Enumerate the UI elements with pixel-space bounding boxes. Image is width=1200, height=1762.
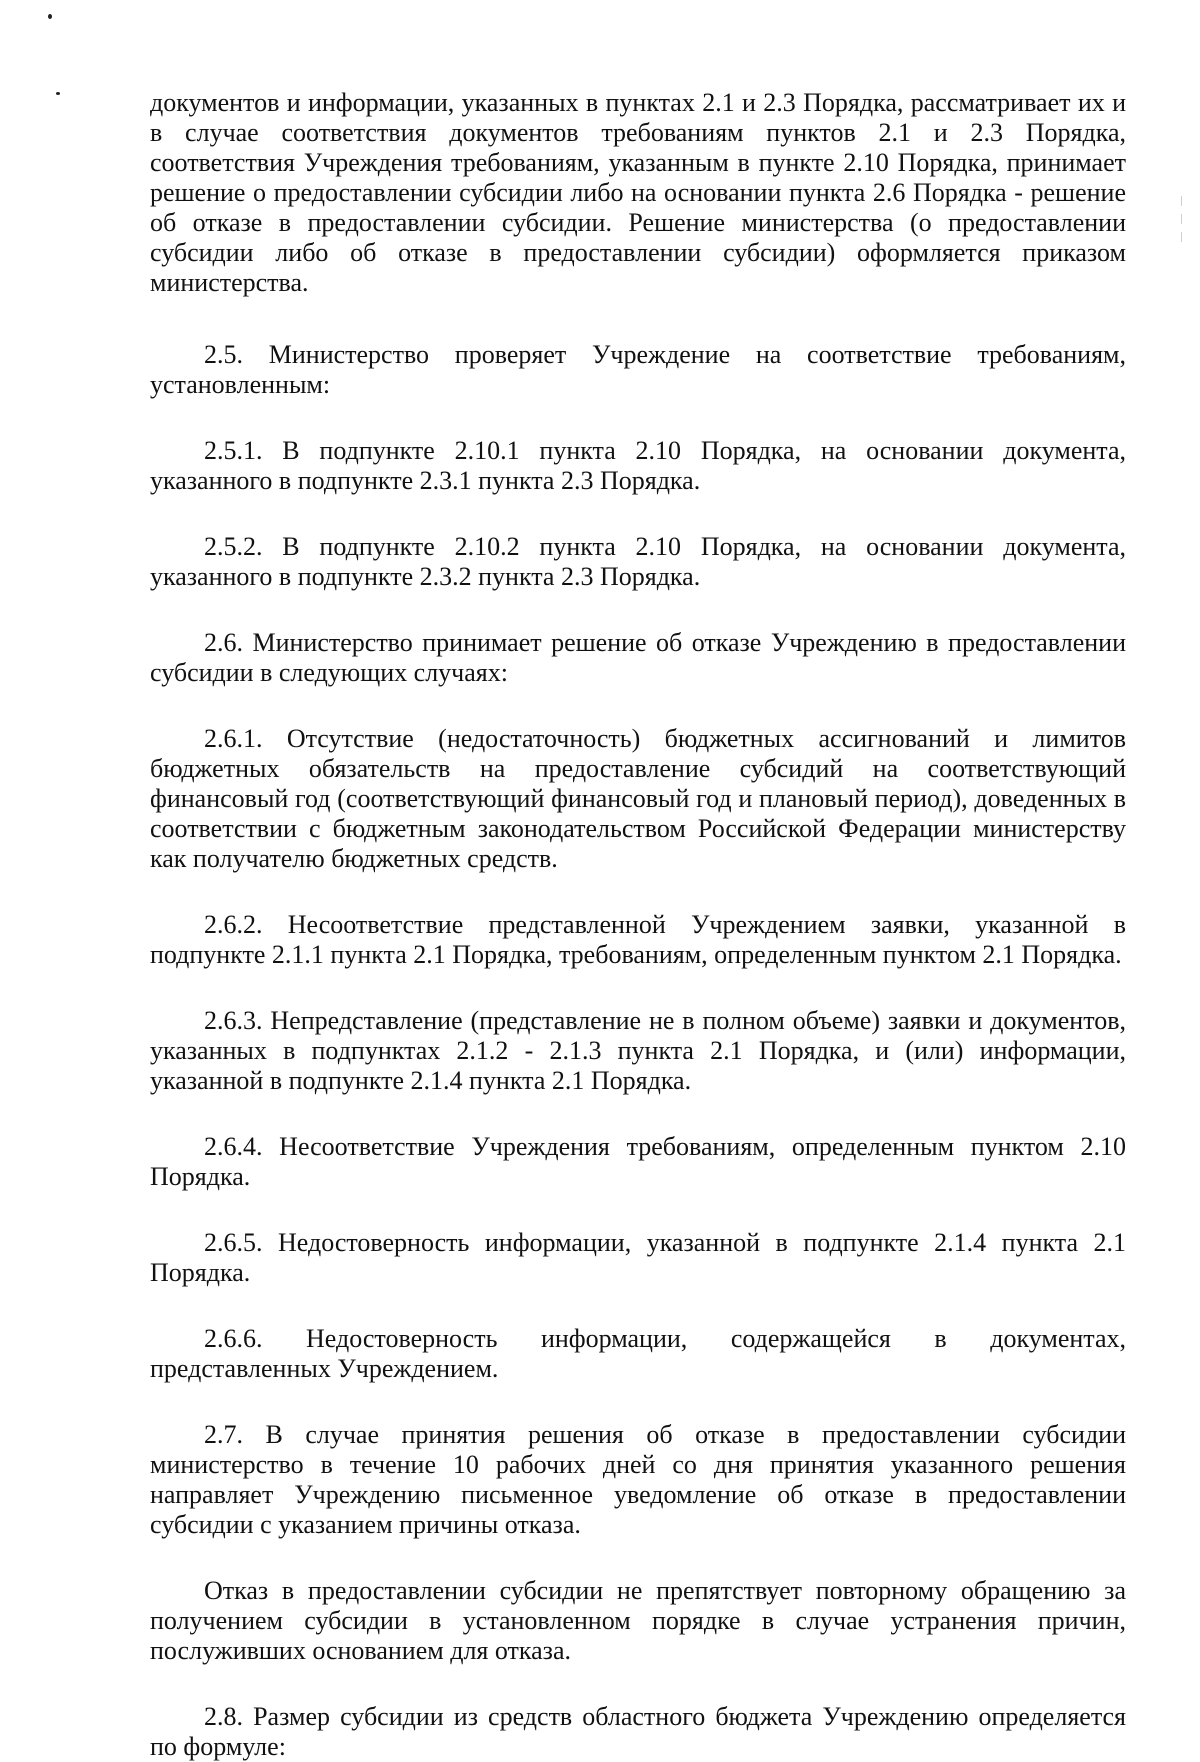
scan-speck: [56, 92, 60, 95]
paragraph-2-6: 2.6. Министерство принимает решение об отказе Учреждению в предоставлении субсидии в следующих случаях:: [150, 628, 1126, 687]
paragraph-continuation: документов и информации, указанных в пунктах 2.1 и 2.3 Порядка, рассматривает их и в случае соответствия документов требованиям пунктов 2.1 и 2.3 Порядка, соответствия Учреждения требованиям, указанным в пункте 2.10 Порядка, принимает решение о предоставлении субсидии либо на основании пункта 2.6 Порядка - решение об отказе в предоставлении субсидии. Решение министерства (о предоставлении субсидии либо об отказе в предоставлении субсидии) оформляется приказом министерства.: [150, 88, 1126, 297]
paragraph-2-6-3: 2.6.3. Непредставление (представление не в полном объеме) заявки и документов, указанных в подпунктах 2.1.2 - 2.1.3 пункта 2.1 Порядка, и (или) информации, указанной в подпункте 2.1.4 пункта 2.1 Порядка.: [150, 1006, 1126, 1095]
scan-edge-mark: [1181, 232, 1182, 242]
paragraph-2-7: 2.7. В случае принятия решения об отказе в предоставлении субсидии министерство в течение 10 рабочих дней со дня принятия указанного решения направляет Учреждению письменное уведомление об отказе в предоставлении субсидии с указанием причины отказа.: [150, 1420, 1126, 1539]
paragraph-2-6-4: 2.6.4. Несоответствие Учреждения требованиям, определенным пунктом 2.10 Порядка.: [150, 1132, 1126, 1191]
paragraph-2-6-2: 2.6.2. Несоответствие представленной Учреждением заявки, указанной в подпункте 2.1.1 пункта 2.1 Порядка, требованиям, определенным пунктом 2.1 Порядка.: [150, 910, 1126, 969]
paragraph-refusal-note: Отказ в предоставлении субсидии не препятствует повторному обращению за получением субсидии в установленном порядке в случае устранения причин, послуживших основанием для отказа.: [150, 1576, 1126, 1665]
scan-edge-mark: [1181, 214, 1182, 224]
scan-edge-mark: [1181, 196, 1182, 206]
paragraph-2-5-1: 2.5.1. В подпункте 2.10.1 пункта 2.10 Порядка, на основании документа, указанного в подпункте 2.3.1 пункта 2.3 Порядка.: [150, 436, 1126, 495]
paragraph-2-5-2: 2.5.2. В подпункте 2.10.2 пункта 2.10 Порядка, на основании документа, указанного в подпункте 2.3.2 пункта 2.3 Порядка.: [150, 532, 1126, 591]
paragraph-2-5: 2.5. Министерство проверяет Учреждение на соответствие требованиям, установленным:: [150, 340, 1126, 399]
document-page: [150, 88, 1126, 1762]
paragraph-2-6-1: 2.6.1. Отсутствие (недостаточность) бюджетных ассигнований и лимитов бюджетных обязательств на предоставление субсидий на соответствующий финансовый год (соответствующий финансовый год и плановый период), доведенных в соответствии с бюджетным законодательством Российской Федерации министерству как получателю бюджетных средств.: [150, 724, 1126, 873]
paragraph-2-6-5: 2.6.5. Недостоверность информации, указанной в подпункте 2.1.4 пункта 2.1 Порядка.: [150, 1228, 1126, 1287]
paragraph-2-6-6: 2.6.6. Недостоверность информации, содержащейся в документах, представленных Учреждением.: [150, 1324, 1126, 1383]
paragraph-2-8: 2.8. Размер субсидии из средств областного бюджета Учреждению определяется по формуле:: [150, 1702, 1126, 1761]
scan-speck: [48, 14, 52, 19]
